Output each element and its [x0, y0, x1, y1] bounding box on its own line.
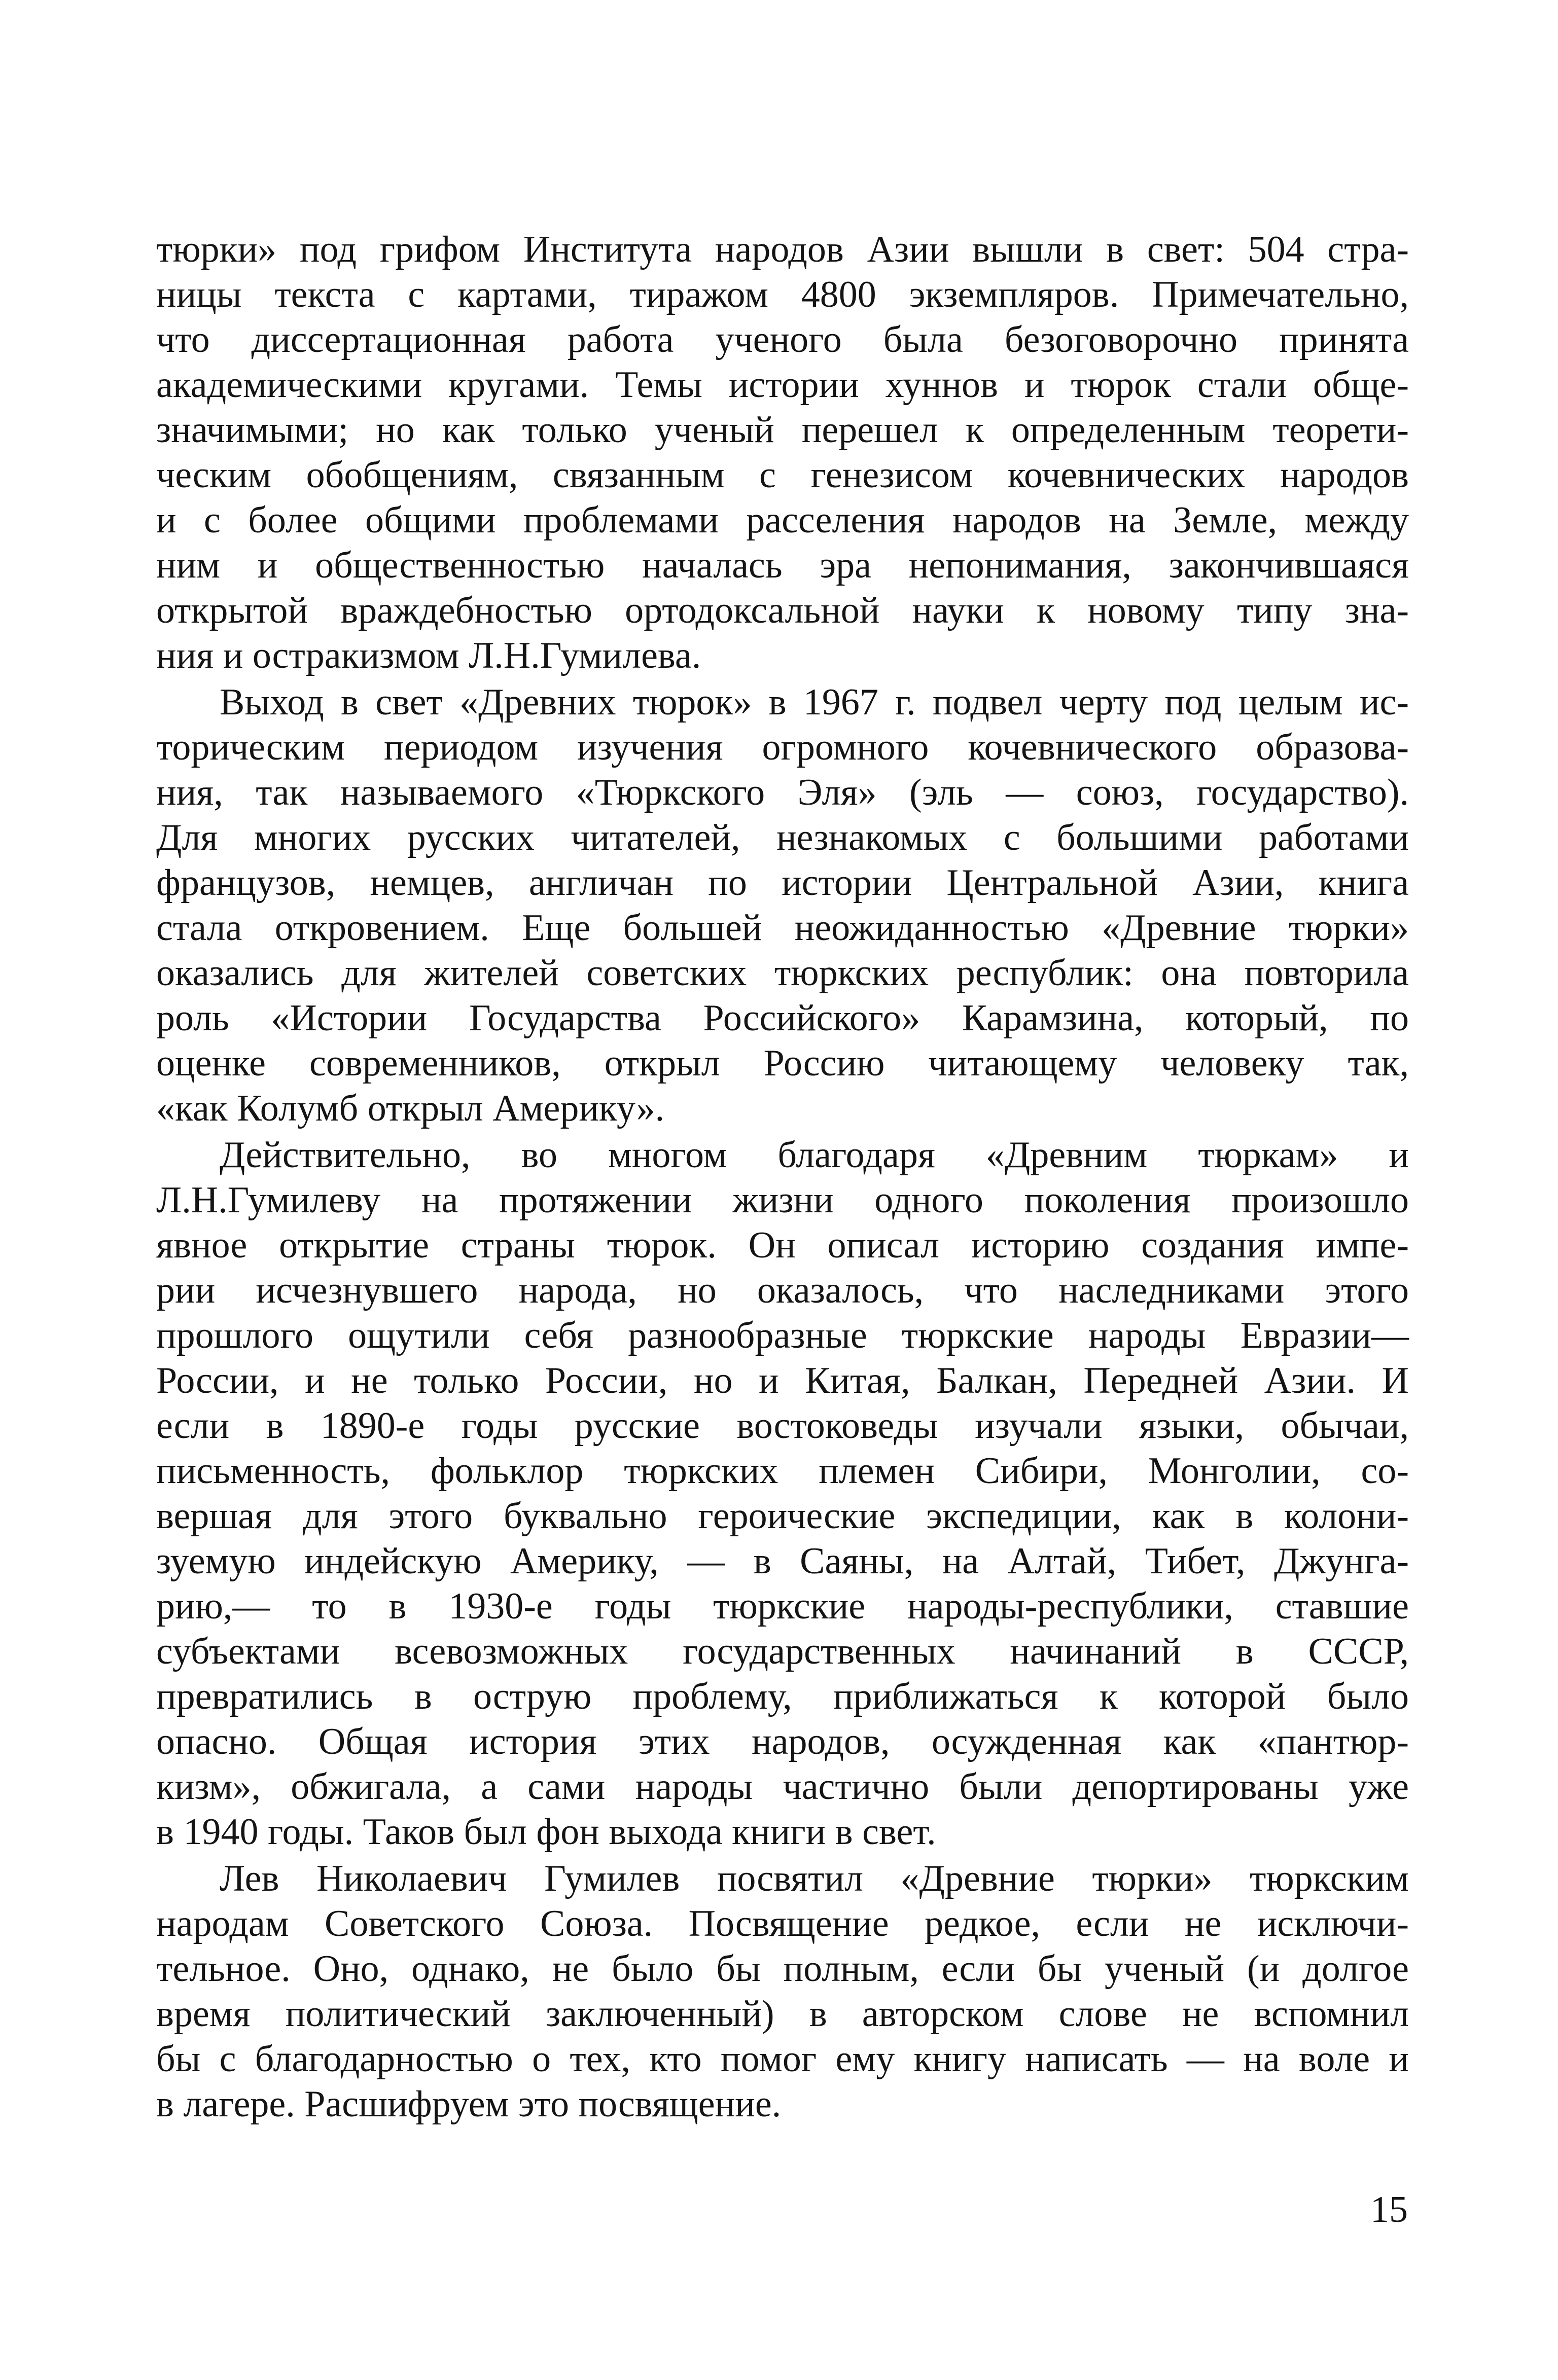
text-line: торическим периодом изучения огромного кочевнического образова- — [156, 727, 1409, 768]
paragraph — [156, 680, 1409, 1131]
text-line: ним и общественностью началась эра непонимания, закончившаяся — [156, 545, 1409, 586]
text-line: России, и не только России, но и Китая, Балкан, Передней Азии. И — [156, 1360, 1409, 1401]
body-text — [156, 227, 1409, 2127]
text-line: народам Советского Союза. Посвящение редкое, если не исключи- — [156, 1903, 1409, 1944]
text-line: тюрки» под грифом Института народов Азии вышли в свет: 504 стра- — [156, 229, 1409, 270]
text-line: бы с благодарностью о тех, кто помог ему книгу написать — на воле и — [156, 2038, 1409, 2080]
text-line: Л.Н.Гумилеву на протяжении жизни одного поколения произошло — [156, 1179, 1409, 1221]
text-line: французов, немцев, англичан по истории Центральной Азии, книга — [156, 862, 1409, 904]
text-line: опасно. Общая история этих народов, осужденная как «пантюр- — [156, 1721, 1409, 1762]
text-line: и с более общими проблемами расселения народов на Земле, между — [156, 499, 1409, 541]
text-line: рию,— то в 1930-е годы тюркские народы-республики, ставшие — [156, 1585, 1409, 1627]
text-line: Действительно, во многом благодаря «Древним тюркам» и — [220, 1134, 1409, 1176]
text-line: оценке современников, открыл Россию читающему человеку так, — [156, 1042, 1409, 1084]
text-line: ческим обобщениям, связанным с генезисом кочевнических народов — [156, 454, 1409, 496]
text-line: рии исчезнувшего народа, но оказалось, что наследниками этого — [156, 1270, 1409, 1311]
page-number: 15 — [1370, 2189, 1408, 2230]
text-line: кизм», обжигала, а сами народы частично были депортированы уже — [156, 1766, 1409, 1808]
text-line: зуемую индейскую Америку, — в Саяны, на Алтай, Тибет, Джунга- — [156, 1540, 1409, 1582]
text-line: роль «Истории Государства Российского» Карамзина, который, по — [156, 997, 1409, 1039]
text-line: стала откровением. Еще большей неожиданностью «Древние тюрки» — [156, 907, 1409, 949]
paragraph — [156, 227, 1409, 678]
text-line: открытой враждебностью ортодоксальной науки к новому типу зна- — [156, 590, 1409, 631]
text-line: время политический заключенный) в авторском слове не вспомнил — [156, 1993, 1409, 2035]
text-line: явное открытие страны тюрок. Он описал историю создания импе- — [156, 1224, 1409, 1266]
text-line: академическими кругами. Темы истории хуннов и тюрок стали обще- — [156, 364, 1409, 406]
text-line: тельное. Оно, однако, не было бы полным, если бы ученый (и долгое — [156, 1948, 1409, 1990]
text-line: значимыми; но как только ученый перешел к определенным теорети- — [156, 409, 1409, 451]
text-line: если в 1890-е годы русские востоковеды изучали языки, обычаи, — [156, 1405, 1409, 1447]
text-line: «как Колумб открыл Америку». — [156, 1088, 665, 1129]
text-line: что диссертационная работа ученого была безоговорочно принята — [156, 319, 1409, 360]
text-line: Для многих русских читателей, незнакомых с большими работами — [156, 817, 1409, 858]
text-line: Выход в свет «Древних тюрок» в 1967 г. подвел черту под целым ис- — [220, 681, 1409, 723]
text-line: оказались для жителей советских тюркских республик: она повторила — [156, 952, 1409, 994]
text-line: вершая для этого буквально героические экспедиции, как в колони- — [156, 1495, 1409, 1537]
text-line: субъектами всевозможных государственных начинаний в СССР, — [156, 1631, 1409, 1672]
text-line: в 1940 годы. Таков был фон выхода книги в свет. — [156, 1811, 936, 1853]
text-line: письменность, фольклор тюркских племен Сибири, Монголии, со- — [156, 1450, 1409, 1492]
paragraph — [156, 1133, 1409, 1855]
paragraph — [156, 1856, 1409, 2127]
text-line: ницы текста с картами, тиражом 4800 экземпляров. Примечательно, — [156, 274, 1409, 315]
text-line: прошлого ощутили себя разнообразные тюркские народы Евразии— — [156, 1315, 1409, 1356]
text-line: ния и остракизмом Л.Н.Гумилева. — [156, 635, 701, 676]
text-line: ния, так называемого «Тюркского Эля» (эль — союз, государство). — [156, 772, 1409, 813]
text-line: в лагере. Расшифруем это посвящение. — [156, 2083, 782, 2125]
text-line: Лев Николаевич Гумилев посвятил «Древние тюрки» тюркским — [220, 1858, 1409, 1899]
text-line: превратились в острую проблему, приближаться к которой было — [156, 1676, 1409, 1717]
